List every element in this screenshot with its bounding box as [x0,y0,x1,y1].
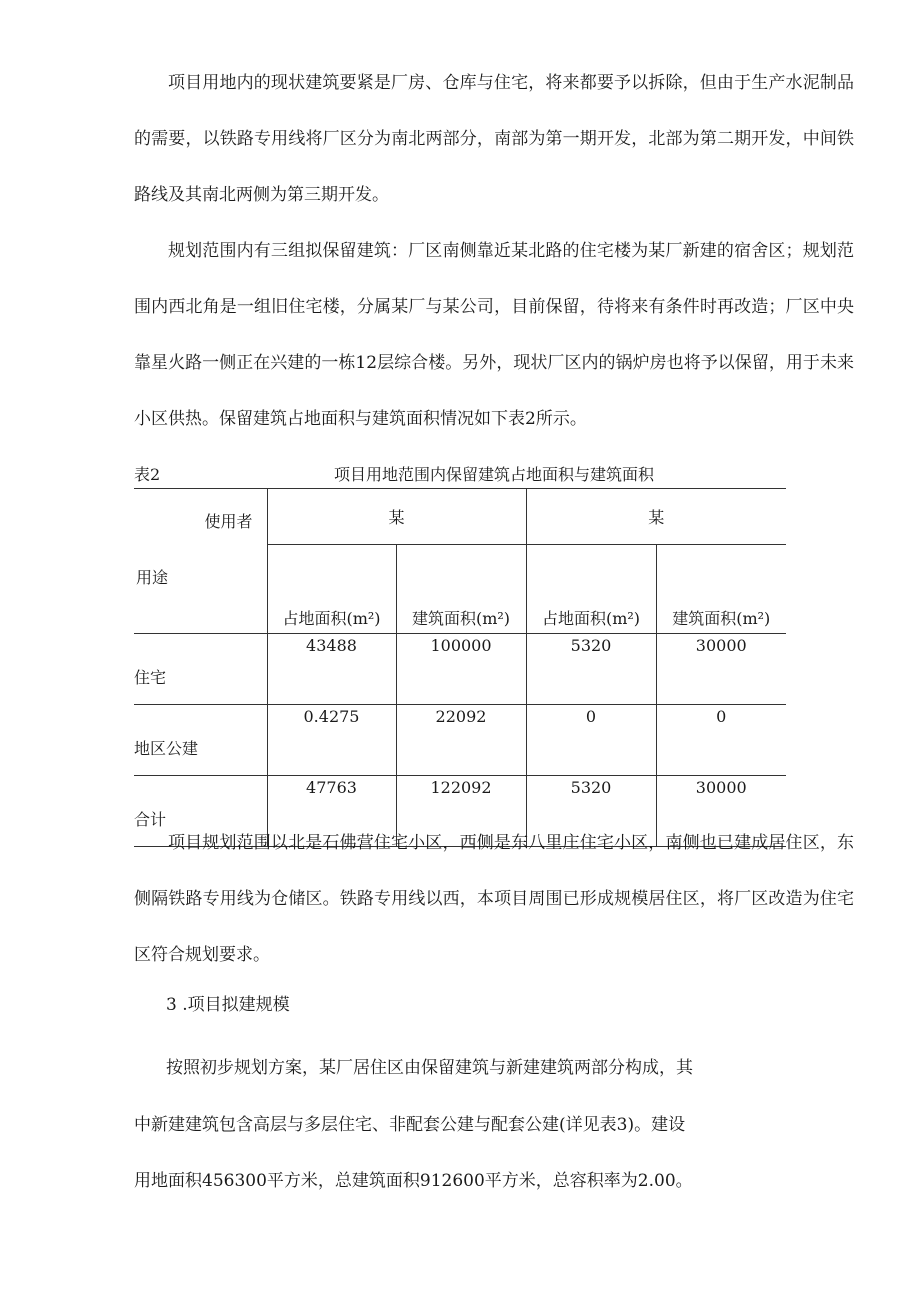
retained-buildings-table [134,488,786,847]
header-use: 用途 [136,568,169,587]
table-number: 表2 [134,465,161,484]
table-cell: 122092 [396,776,526,847]
col-header-floor-area-b: 建筑面积(m²) [656,545,786,634]
group-header-a: 某 [267,489,526,545]
table-cell: 0 [656,705,786,776]
row-label: 住宅 [134,634,267,705]
table-caption [134,462,786,488]
scale-line-3: 用地面积456300平方米，总建筑面积912600平方米，总容积率为2.00。 [134,1171,693,1191]
paragraph-surroundings: 项目规划范围以北是石佛营住宅小区，西侧是东八里庄住宅小区，南侧也已建成居住区，东侧隔铁路专用线为仓储区。铁路专用线以西，本项目周围已形成规模居住区，将厂区改造为住宅区符合规划要求。 [134,833,854,965]
table-cell: 0 [526,705,656,776]
table-cell: 47763 [267,776,396,847]
row-label: 合计 [134,776,267,847]
table-cell: 30000 [656,634,786,705]
table-cell: 22092 [396,705,526,776]
paragraph-demolition: 项目用地内的现状建筑要紧是厂房、仓库与住宅，将来都要予以拆除，但由于生产水泥制品的需要，以铁路专用线将厂区分为南北两部分，南部为第一期开发，北部为第二期开发，中间铁路线及其南北两侧为第三期开发。 [134,73,854,205]
table-corner-header [134,489,267,634]
col-header-floor-area-a: 建筑面积(m²) [396,545,526,634]
table-cell: 5320 [526,634,656,705]
table-cell: 100000 [396,634,526,705]
table-row [134,634,786,705]
scale-line-2: 中新建建筑包含高层与多层住宅、非配套公建与配套公建(详见表3)。建设 [134,1115,686,1135]
section-heading: 3 .项目拟建规模 [166,995,290,1015]
table-cell: 30000 [656,776,786,847]
table-row [134,705,786,776]
table-cell: 5320 [526,776,656,847]
col-header-land-area-b: 占地面积(m²) [526,545,656,634]
col-header-land-area-a: 占地面积(m²) [267,545,396,634]
table-cell: 0.4275 [267,705,396,776]
table-title: 项目用地范围内保留建筑占地面积与建筑面积 [334,465,655,484]
scale-line-1: 按照初步规划方案，某厂居住区由保留建筑与新建建筑两部分构成，其 [166,1058,693,1078]
header-user: 使用者 [204,512,253,531]
group-header-b: 某 [526,489,786,545]
table-cell: 43488 [267,634,396,705]
paragraph-retained-buildings: 规划范围内有三组拟保留建筑：厂区南侧靠近某北路的住宅楼为某厂新建的宿舍区；规划范围内西北角是一组旧住宅楼，分属某厂与某公司，目前保留，待将来有条件时再改造；厂区中央靠星火路一侧正在兴建的一栋12层综合楼。另外，现状厂区内的锅炉房也将予以保留，用于未来小区供热。保留建筑占地面积与建筑面积情况如下表2所示。 [134,241,854,429]
row-label: 地区公建 [134,705,267,776]
